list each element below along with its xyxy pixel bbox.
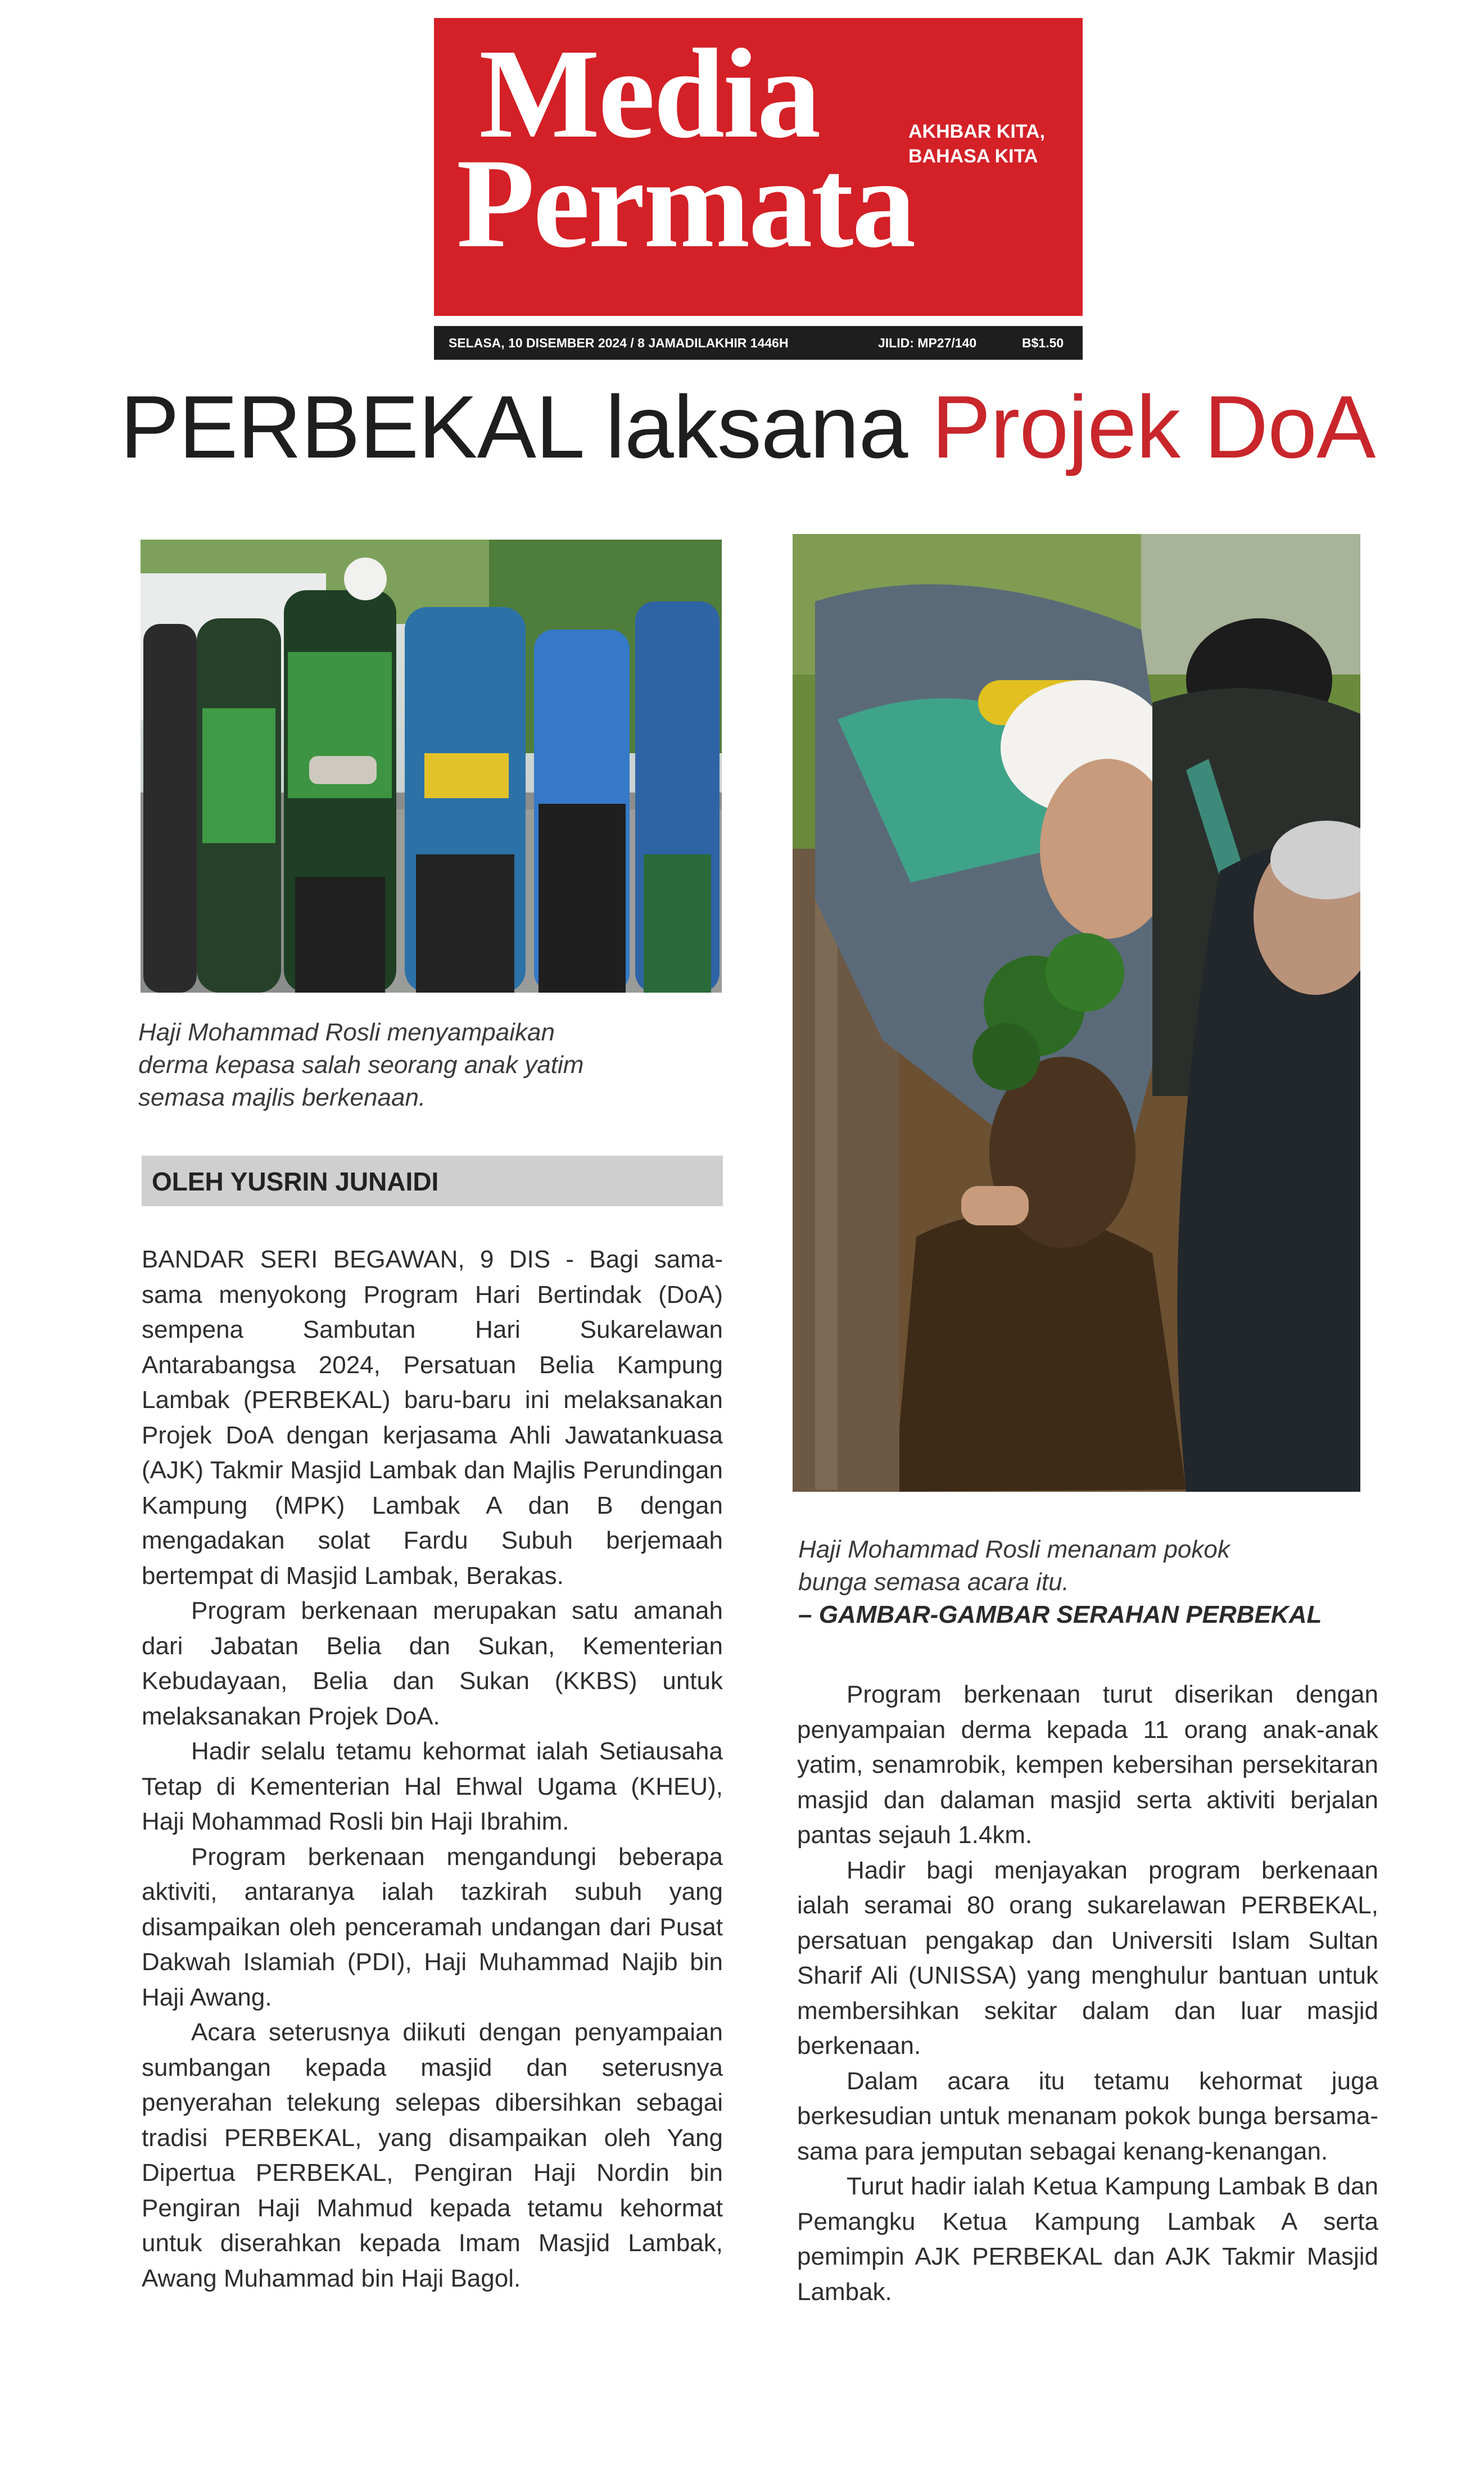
issue-price: B$1.50 bbox=[1022, 336, 1064, 350]
masthead-title-line2: Permata bbox=[456, 133, 915, 274]
article-headline bbox=[112, 371, 1383, 483]
tagline-line2: BAHASA KITA bbox=[908, 146, 1038, 167]
photo2-caption-line1: Haji Mohammad Rosli menanam pokok bbox=[798, 1536, 1230, 1563]
article-paragraph: Acara seterusnya diikuti dengan penyampaian sumbangan kepada masjid dan seterusnya penyerahan telekung selepas dibersihkan sebagai tradisi PERBEKAL, yang disampaikan oleh Yang Dipertua PERBEKAL, Pengiran Haji Nordin bin Pengiran Haji Mahmud kepada tetamu kehormat untuk diserahkan kepada Imam Masjid Lambak, Awang Muhammad bin Haji Bagol. bbox=[142, 2018, 723, 2292]
issue-info-bar bbox=[434, 326, 1083, 360]
photo1-caption-line1: Haji Mohammad Rosli menyampaikan bbox=[138, 1019, 555, 1046]
photo1-caption bbox=[138, 1016, 583, 1114]
photo2-caption-line2: bunga semasa acara itu. bbox=[798, 1568, 1069, 1596]
byline-author: OLEH YUSRIN JUNAIDI bbox=[152, 1167, 439, 1196]
photo2-caption bbox=[798, 1533, 1322, 1631]
masthead-tagline bbox=[908, 119, 1045, 169]
masthead-logo bbox=[434, 18, 1083, 316]
article-paragraph: BANDAR SERI BEGAWAN, 9 DIS - Bagi sama-sama menyokong Program Hari Bertindak (DoA) sempena Sambutan Hari Sukarelawan Antarabangsa 2024, Persatuan Belia Kampung Lambak (PERBEKAL) baru-baru ini melaksanakan Projek DoA dengan kerjasama Ahli Jawatankuasa (AJK) Takmir Masjid Lambak dan Majlis Perundingan Kampung (MPK) Lambak A dan B dengan mengadakan solat Fardu Subuh berjemaah bertempat di Masjid Lambak, Berakas. bbox=[142, 1246, 723, 1590]
photo-credit: – GAMBAR-GAMBAR SERAHAN PERBEKAL bbox=[798, 1601, 1322, 1628]
tagline-line1: AKHBAR KITA, bbox=[908, 121, 1046, 142]
article-paragraph: Program berkenaan mengandungi beberapa aktiviti, antaranya ialah tazkirah subuh yang disampaikan oleh penceramah undangan dari Pusat Dakwah Islamiah (PDI), Haji Muhammad Najib bin Haji Awang. bbox=[142, 1843, 723, 2011]
article-paragraph: Turut hadir ialah Ketua Kampung Lambak B dan Pemangku Ketua Kampung Lambak A serta pemimpin AJK PERBEKAL dan AJK Takmir Masjid Lambak. bbox=[797, 2172, 1378, 2306]
article-paragraph: Hadir selalu tetamu kehormat ialah Setiausaha Tetap di Kementerian Hal Ehwal Ugama (KHEU), Haji Mohammad Rosli bin Haji Ibrahim. bbox=[142, 1737, 723, 1835]
article-paragraph: Program berkenaan turut diserikan dengan penyampaian derma kepada 11 orang anak-anak yatim, senamrobik, kempen kebersihan persekitaran masjid dan dalaman masjid serta aktiviti berjalan pantas sejauh 1.4km. bbox=[797, 1681, 1378, 1849]
masthead-title bbox=[456, 23, 915, 274]
photo-donation-handover bbox=[141, 540, 722, 993]
photo-tree-planting bbox=[793, 534, 1360, 1492]
issue-volume: JILID: MP27/140 bbox=[878, 336, 977, 350]
byline bbox=[142, 1156, 723, 1206]
issue-date: SELASA, 10 DISEMBER 2024 / 8 JAMADILAKHIR 1446H bbox=[449, 336, 789, 350]
masthead-title-line1: Media bbox=[479, 23, 820, 165]
headline-accent: Projek DoA bbox=[931, 378, 1376, 477]
article-paragraph: Program berkenaan merupakan satu amanah dari Jabatan Belia dan Sukan, Kementerian Kebudayaan, Belia dan Sukan (KKBS) untuk melaksanakan Projek DoA. bbox=[142, 1597, 723, 1730]
photo1-caption-line3: semasa majlis berkenaan. bbox=[138, 1084, 426, 1111]
article-paragraph: Dalam acara itu tetamu kehormat juga berkesudian untuk menanam pokok bunga bersama-sama para jemputan sebagai kenang-kenangan. bbox=[797, 2067, 1378, 2165]
headline-part1: PERBEKAL laksana bbox=[120, 378, 932, 477]
article-column-left bbox=[142, 1242, 723, 2296]
article-paragraph: Hadir bagi menjayakan program berkenaan ialah seramai 80 orang sukarelawan PERBEKAL, persatuan pengakap dan Universiti Islam Sultan Sharif Ali (UNISSA) yang menghulur bantuan untuk membersihkan sekitar dalam dan luar masjid berkenaan. bbox=[797, 1856, 1378, 2059]
article-column-right bbox=[797, 1677, 1378, 2310]
photo1-caption-line2: derma kepasa salah seorang anak yatim bbox=[138, 1051, 584, 1079]
